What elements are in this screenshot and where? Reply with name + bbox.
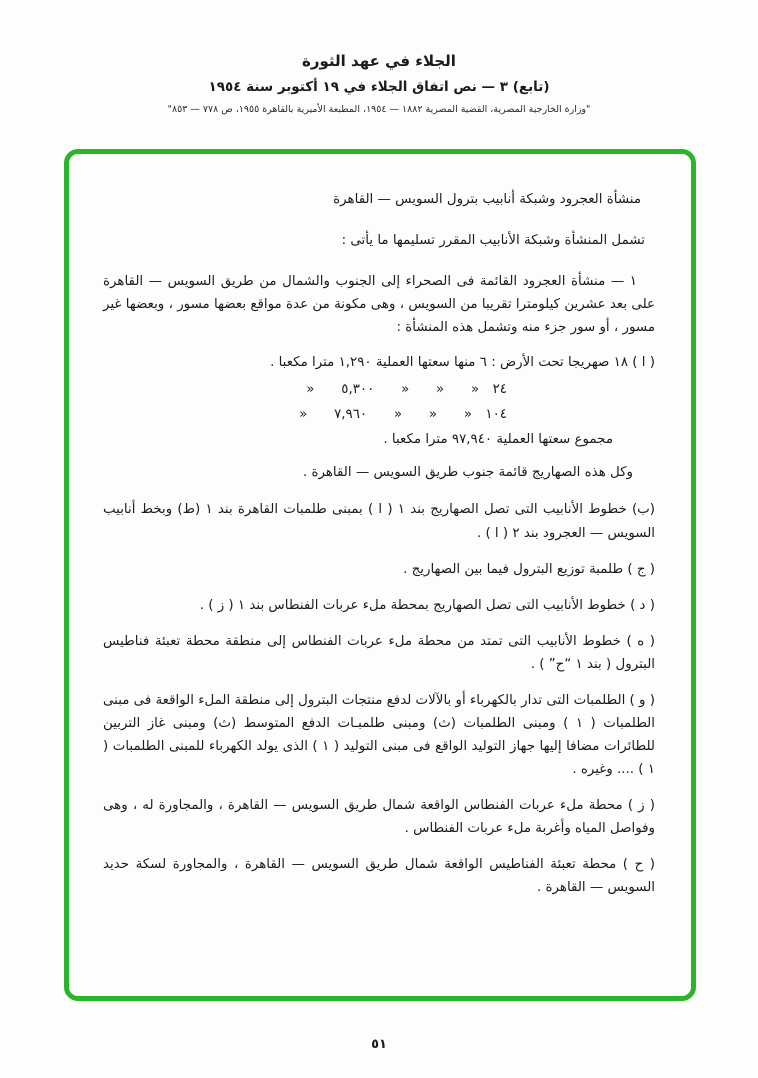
tank-line-alef: ( ا ) ١٨ صهريجا تحت الأرض : ٦ منها سعتها العملية ١,٢٩٠ مترا مكعبا . <box>270 355 655 371</box>
page-header <box>0 52 758 115</box>
tank-line-ditto-2: ١٠٤ « « « ٧,٩٦٠ « <box>299 407 507 423</box>
section-heading: منشأة العجرود وشبكة أنابيب بترول السويس — القاهرة <box>333 192 641 207</box>
tank-total-line: مجموع سعتها العملية ٩٧,٩٤٠ مترا مكعبا . <box>383 432 613 448</box>
doc-title: الجلاء في عهد الثورة <box>302 52 456 70</box>
clause-ha: ( ه ) خطوط الأنابيب التى تمتد من محطة ملء عربات الفنطاس إلى منطقة محطة تعبئة فناطيس البترول ( بند ١ “ح” ) . <box>103 633 655 672</box>
tank-capacity-block <box>103 351 655 484</box>
clause-1: ١ — منشأة العجرود القائمة فى الصحراء إلى الجنوب والشمال من طريق السويس — القاهرة على بعد عشرين كيلومترا تقريبا من السويس ، وهى مكونة من عدة مواقع بعضها مسور ، وبعضها غير مسور ، أو سور جزء منه وتشمل هذه المنشأة : <box>103 274 655 336</box>
page-number: ٥١ <box>371 1037 387 1052</box>
clause-b: (ب) خطوط الأنابيب التى تصل الصهاريج بند ١ ( ا ) بمبنى طلمبات القاهرة بند ١ (ط) وبخط أنابيب السويس — العجرود بند ٢ ( ا ) . <box>103 502 656 541</box>
green-highlight-frame <box>64 149 696 1001</box>
doc-subtitle: (تابع) ٣ — نص اتفاق الجلاء في ١٩ أكتوبر سنة ١٩٥٤ <box>208 79 550 95</box>
clause-dal: ( د ) خطوط الأنابيب التى تصل الصهاريج بمحطة ملء عربات الفنطاس بند ١ ( ز ) . <box>199 597 655 613</box>
clause-hha: ( ح ) محطة تعبئة الفناطيس الواقعة شمال طريق السويس — القاهرة ، والمجاورة لسكة حديد السويس — القاهرة . <box>103 857 655 896</box>
doc-source-citation: "وزارة الخارجية المصرية، القضية المصرية ١٨٨٢ — ١٩٥٤، المطبعة الأميرية بالقاهرة ١٩٥٥، ص ٧٧٨ — ٨٥٣" <box>167 104 591 115</box>
intro-line: تشمل المنشأة وشبكة الأنابيب المقرر تسليمها ما يأتى : <box>341 233 645 249</box>
tank-note-line: وكل هذه الصهاريج قائمة جنوب طريق السويس — القاهرة . <box>302 465 633 481</box>
tank-line-ditto-1: ٢٤ « « « ٥,٣٠٠ « <box>306 382 507 398</box>
clause-zay: ( ز ) محطة ملء عربات الفنطاس الواقعة شمال طريق السويس — القاهرة ، والمجاورة له ، وهى وفواصل المياه وأغربة ملء عربات الفنطاس . <box>103 797 655 836</box>
clause-jim: ( ج ) طلمبة توزيع البترول فيما بين الصهاريج . <box>403 561 655 577</box>
clause-waw: ( و ) الطلمبات التى تدار بالكهرباء أو بالآلات لدفع منتجات البترول إلى منطقة الملء الواقعة فى مبنى الطلمبات ( ١ ) ومبنى الطلمبات (ث) ومبنى طلمبـات الدفع المتوسط (ث) ومبنى غاز التربين للطائرات مضافا إليها جهاز التوليد الواقع فى مبنى التوليد ( ١ ) الذى يولد الكهرباء للمبنى الطلمبات ( ١ ) .... وغيره . <box>103 692 655 777</box>
document-body <box>69 154 691 932</box>
